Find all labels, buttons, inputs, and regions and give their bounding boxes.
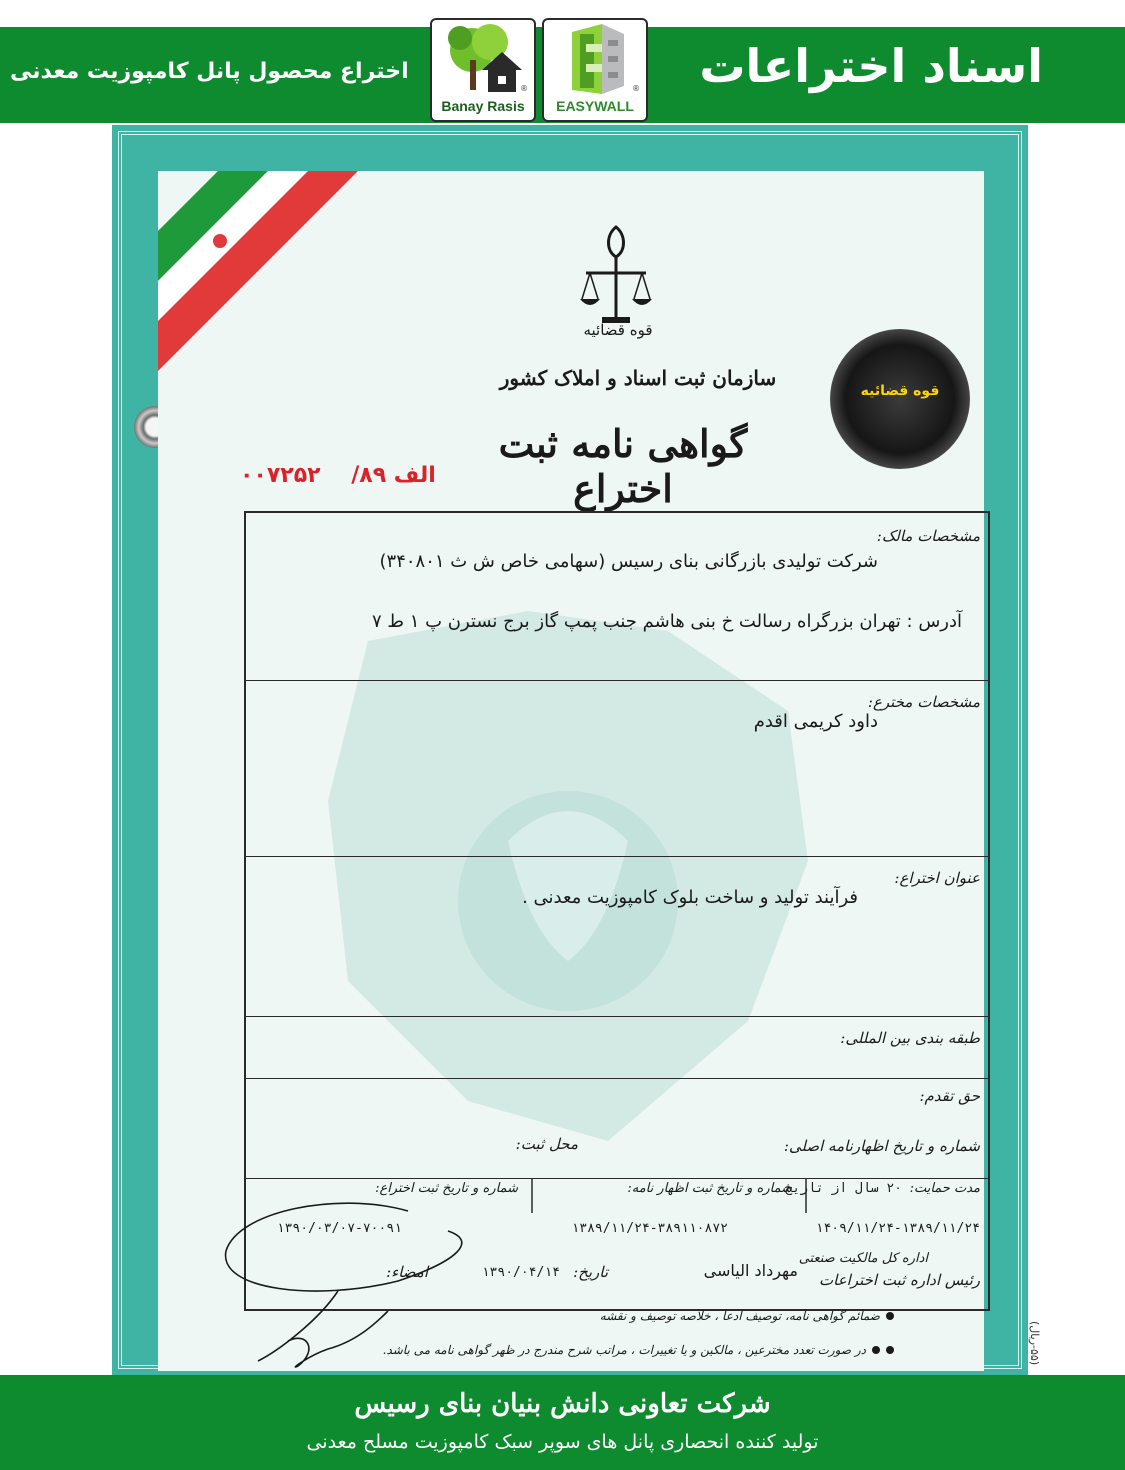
serial-number — [240, 463, 436, 488]
bullet-icon — [872, 1346, 880, 1354]
judiciary-scales-emblem-icon — [576, 221, 656, 331]
footer-band — [0, 1375, 1125, 1470]
priority-label: حق تقدم: — [919, 1087, 980, 1105]
bullet-icon — [886, 1346, 894, 1354]
serial-prefix: الف ۸۹/ — [351, 463, 436, 488]
registered-mark: ® — [632, 84, 640, 93]
invention-label: عنوان اختراع: — [894, 869, 980, 887]
owner-address: آدرس : تهران بزرگراه رسالت خ بنی هاشم جنب پمپ گاز برج نسترن پ ۱ ط ۷ — [371, 611, 962, 632]
protection-label: مدت حمایت: — [909, 1181, 980, 1196]
footer-company-name: شرکت تعاونی دانش بنیان بنای رسیس — [354, 1389, 771, 1419]
signatory-title: رئیس اداره ثبت اختراعات — [819, 1271, 980, 1289]
hologram-seal — [830, 329, 970, 469]
inventor-name: داود کریمی اقدم — [753, 711, 878, 732]
protection-value: ۲۰ سال از تاریخ — [784, 1181, 902, 1196]
certificate-frame — [112, 125, 1041, 1375]
organization-name: سازمان ثبت اسناد و املاک کشور — [499, 366, 777, 390]
seal-caption: قوه قضائیه — [860, 383, 940, 399]
date-value: ۱۳۹۰/۰۴/۱۴ — [481, 1265, 560, 1280]
side-price-note: (۵۵-ریال) — [1028, 1321, 1041, 1366]
owner-row — [246, 513, 988, 681]
signatory-name: مهرداد الیاسی — [703, 1261, 798, 1280]
footnote-1: ضمائم گواهی نامه، توصیف ادعا ، خلاصه توصیف و نقشه — [600, 1309, 894, 1323]
certificate-paper — [158, 171, 1041, 1371]
signatory-department: اداره کل مالکیت صنعتی — [798, 1251, 928, 1266]
date-label: تاریخ: — [573, 1263, 608, 1281]
classification-row — [246, 1017, 988, 1079]
owner-company: شرکت تولیدی بازرگانی بنای رسیس (سهامی خاص ش ث ۳۴۰۸۰۱) — [379, 551, 878, 572]
easywall-logo-text: EASYWALL — [556, 98, 634, 114]
invention-row — [246, 857, 988, 1017]
declaration-number-label: شماره و تاریخ ثبت اظهار نامه: — [627, 1181, 792, 1196]
emblem-caption: قوه قضائیه — [583, 321, 653, 339]
certificate-title: گواهی نامه ثبت اختراع — [498, 421, 748, 511]
footer-tagline: تولید کننده انحصاری پانل های سوپر سبک کامپوزیت مسلح معدنی — [306, 1431, 819, 1453]
original-declaration-label: شماره و تاریخ اظهارنامه اصلی: — [783, 1137, 980, 1155]
registration-number-value: ۱۳۹۰/۰۳/۰۷-۷۰۰۹۱ — [276, 1221, 402, 1236]
page-title: اسناد اختراعات — [699, 39, 1043, 93]
priority-row — [246, 1079, 988, 1179]
owner-label: مشخصات مالک: — [876, 527, 980, 545]
classification-label: طبقه بندی بین المللی: — [840, 1029, 980, 1047]
serial-value: ۰۰۷۲۵۲ — [240, 463, 321, 488]
registration-number-label: شماره و تاریخ ثبت اختراع: — [375, 1181, 518, 1196]
page-subtitle: اختراع محصول پانل کامپوزیت معدنی — [10, 59, 409, 84]
iran-flag-ribbon-icon — [158, 171, 398, 411]
banay-rasis-logo-text: Banay Rasis — [441, 98, 525, 114]
footnote-2: در صورت تعدد مخترعین ، مالکین و یا تغییرات ، مراتب شرح مندرج در ظهر گواهی نامه می باشد. — [383, 1343, 894, 1357]
registration-place-label: محل ثبت: — [515, 1135, 578, 1153]
inventor-row — [246, 681, 988, 857]
inventor-label: مشخصات مخترع: — [867, 693, 980, 711]
declaration-number-value: ۱۳۸۹/۱۱/۲۴-۳۸۹۱۱۰۸۷۲ — [571, 1221, 728, 1236]
protection-dates: ۱۴۰۹/۱۱/۲۴-۱۳۸۹/۱۱/۲۴ — [815, 1221, 980, 1236]
registered-mark: ® — [520, 84, 528, 93]
easywall-logo — [542, 18, 648, 122]
bullet-icon — [886, 1312, 894, 1320]
invention-title: فرآیند تولید و ساخت بلوک کامپوزیت معدنی . — [522, 887, 858, 908]
sign-label: امضاء: — [386, 1263, 428, 1281]
banay-rasis-logo — [430, 18, 536, 122]
